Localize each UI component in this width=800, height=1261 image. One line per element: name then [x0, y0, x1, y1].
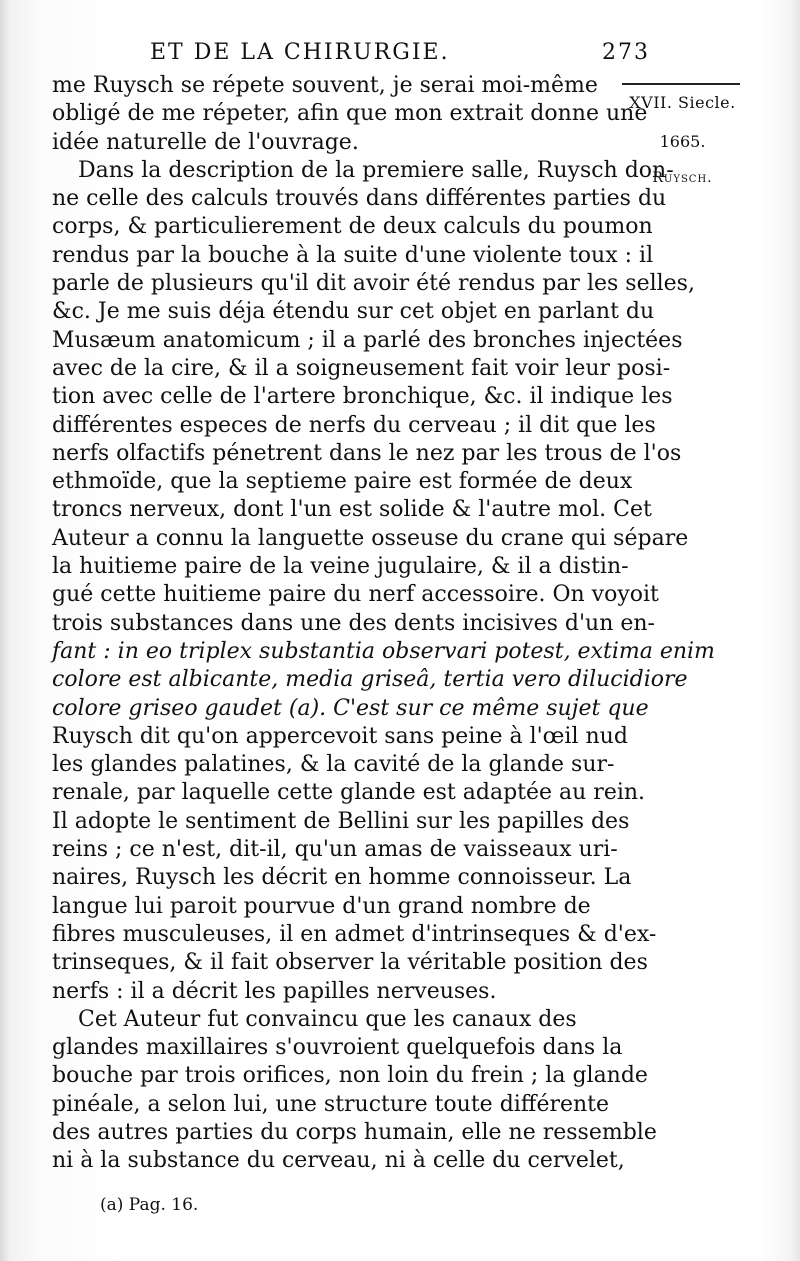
text-line: rendus par la bouche à la suite d'une violente toux : il [52, 242, 654, 268]
page-header [150, 40, 650, 70]
text-line: glandes maxillaires s'ouvroient quelquefois dans la [52, 1035, 623, 1061]
text-line: fant : in eo triplex substantia observari potest, extima enim [52, 638, 715, 664]
text-line: les glandes palatines, & la cavité de la glande sur- [52, 752, 615, 778]
text-line: gué cette huitieme paire du nerf accessoire. On voyoit [52, 582, 659, 608]
text-line: naires, Ruysch les décrit en homme connoisseur. La [52, 865, 632, 891]
text-line: reins ; ce n'est, dit-il, qu'un amas de vaisseaux uri- [52, 837, 618, 863]
text-line: Cet Auteur fut convaincu que les canaux des [78, 1006, 577, 1032]
text-line: corps, & particulierement de deux calculs du poumon [52, 214, 653, 240]
text-line: Dans la description de la premiere salle, Ruysch don- [78, 157, 674, 183]
text-line: ne celle des calculs trouvés dans différentes parties du [52, 186, 667, 212]
text-line: la huitieme paire de la veine jugulaire, & il a distin- [52, 554, 629, 580]
text-line: renale, par laquelle cette glande est adaptée au rein. [52, 780, 646, 806]
text-line: ni à la substance du cerveau, ni à celle du cervelet, [52, 1148, 625, 1174]
text-line: &c. Je me suis déja étendu sur cet objet en parlant du [52, 299, 655, 325]
margin-note-name: Ruysch. [652, 170, 713, 186]
text-line: nerfs olfactifs pénetrent dans le nez par les trous de l'os [52, 440, 682, 466]
text-line: fibres musculeuses, il en admet d'intrinseques & d'ex- [52, 921, 657, 947]
margin-rule [622, 83, 740, 85]
page-number: 273 [602, 40, 650, 65]
text-line: bouche par trois orifices, non loin du frein ; la glande [52, 1063, 648, 1089]
text-line: avec de la cire, & il a soigneusement fait voir leur posi- [52, 355, 671, 381]
text-line: différentes especes de nerfs du cerveau ; il dit que les [52, 412, 656, 438]
text-line: parle de plusieurs qu'il dit avoir été rendus par les selles, [52, 271, 695, 297]
text-line: ethmoïde, que la septieme paire est formée de deux [52, 469, 633, 495]
text-line: Auteur a connu la languette osseuse du crane qui sépare [52, 525, 689, 551]
text-line: langue lui paroit pourvue d'un grand nombre de [52, 893, 591, 919]
footnote: (a) Pag. 16. [100, 1195, 199, 1215]
text-line: Ruysch dit qu'on appercevoit sans peine à l'œil nud [52, 723, 628, 749]
text-line: colore est albicante, media griseâ, tertia vero dilucidiore [52, 667, 688, 693]
text-line: Musæum anatomicum ; il a parlé des bronches injectées [52, 327, 683, 353]
margin-note-year: 1665. [659, 132, 706, 151]
text-line: des autres parties du corps humain, elle ne ressemble [52, 1119, 657, 1145]
text-line: troncs nerveux, dont l'un est solide & l'autre mol. Cet [52, 497, 652, 523]
text-line: tion avec celle de l'artere bronchique, &c. il indique les [52, 384, 673, 410]
text-line: idée naturelle de l'ouvrage. [52, 129, 359, 155]
running-title: ET DE LA CHIRURGIE. [150, 40, 450, 65]
margin-note-century: XVII. Siecle. [629, 93, 736, 112]
text-line: trinseques, & il fait observer la véritable position des [52, 950, 648, 976]
text-line: nerfs : il a décrit les papilles nerveuses. [52, 978, 497, 1004]
text-line: obligé de me répeter, afin que mon extrait donne une [52, 101, 648, 127]
text-line: colore griseo gaudet (a). C'est sur ce même sujet que [52, 695, 649, 721]
text-line: me Ruysch se répete souvent, je serai moi-même [52, 73, 598, 98]
text-line: pinéale, a selon lui, une structure toute différente [52, 1091, 610, 1117]
text-line: trois substances dans une des dents incisives d'un en- [52, 610, 655, 636]
text-line: Il adopte le sentiment de Bellini sur les papilles des [52, 808, 630, 834]
